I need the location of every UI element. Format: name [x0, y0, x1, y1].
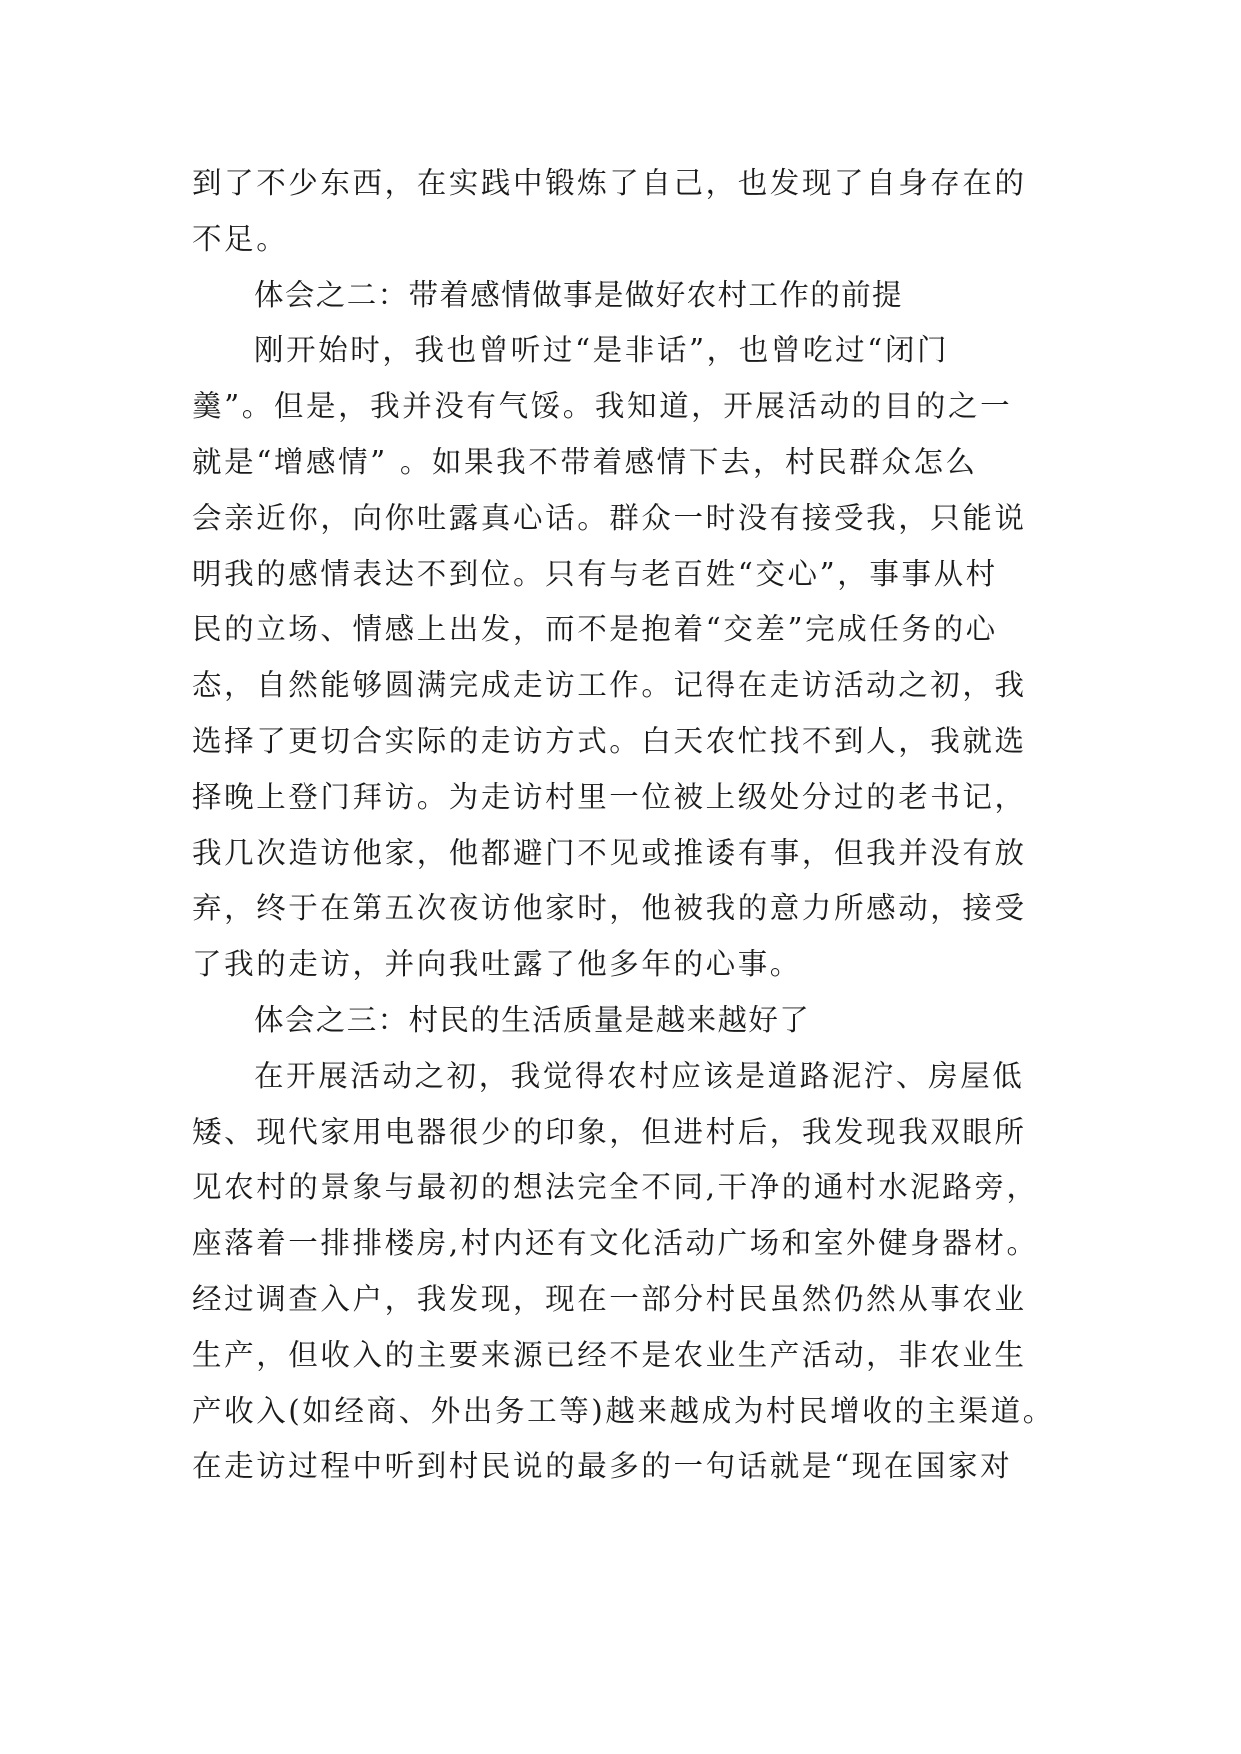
- paragraph-line: 我几次造访他家，他都避门不见或推诿有事，但我并没有放: [192, 835, 1027, 870]
- paragraph-line: 民的立场、情感上出发，而不是抱着“交差”完成任务的心: [192, 612, 998, 647]
- paragraph-line: 生产，但收入的主要来源已经不是农业生产活动，非农业生: [192, 1337, 1027, 1372]
- paragraph-line: 经过调查入户，我发现，现在一部分村民虽然仍然从事农业: [192, 1281, 1027, 1316]
- paragraph-line: 在走访过程中听到村民说的最多的一句话就是“现在国家对: [192, 1449, 1013, 1484]
- section-heading-2: 体会之二：带着感情做事是做好农村工作的前提: [254, 277, 903, 312]
- paragraph-line: 明我的感情表达不到位。只有与老百姓“交心”，事事从村: [192, 556, 998, 591]
- paragraph-line: 了我的走访，并向我吐露了他多年的心事。: [192, 947, 802, 982]
- paragraph-line: 见农村的景象与最初的想法完全不同,干净的通村水泥路旁，: [192, 1170, 1039, 1205]
- paragraph-line: 到了不少东西，在实践中锻炼了自己，也发现了自身存在的: [192, 166, 1027, 200]
- paragraph-line: 就是“增感情” 。如果我不带着感情下去，村民群众怎么: [192, 444, 978, 479]
- body-text: [192, 156, 1054, 1495]
- paragraph-line: 态，自然能够圆满完成走访工作。记得在走访活动之初，我: [192, 668, 1027, 703]
- paragraph-line: 选择了更切合实际的走访方式。白天农忙找不到人，我就选: [192, 723, 1027, 758]
- paragraph-line: 在开展活动之初，我觉得农村应该是道路泥泞、房屋低: [254, 1058, 1025, 1093]
- paragraph-line: 羹”。但是，我并没有气馁。我知道，开展活动的目的之一: [192, 389, 1013, 424]
- paragraph-line: 产收入(如经商、外出务工等)越来越成为村民增收的主渠道。: [192, 1393, 1055, 1428]
- paragraph-line: 矮、现代家用电器很少的印象，但进村后，我发现我双眼所: [192, 1114, 1027, 1149]
- paragraph-line: 刚开始时，我也曾听过“是非话”，也曾吃过“闭门: [254, 333, 950, 368]
- paragraph-line: 弃，终于在第五次夜访他家时，他被我的意力所感动，接受: [192, 891, 1027, 926]
- paragraph-line: 座落着一排排楼房,村内还有文化活动广场和室外健身器材。: [192, 1226, 1039, 1261]
- paragraph-line: 会亲近你，向你吐露真心话。群众一时没有接受我，只能说: [192, 500, 1027, 535]
- paragraph-line: 择晚上登门拜访。为走访村里一位被上级处分过的老书记，: [192, 779, 1027, 814]
- section-heading-3: 体会之三：村民的生活质量是越来越好了: [254, 1002, 811, 1037]
- paragraph-line: 不足。: [192, 221, 289, 256]
